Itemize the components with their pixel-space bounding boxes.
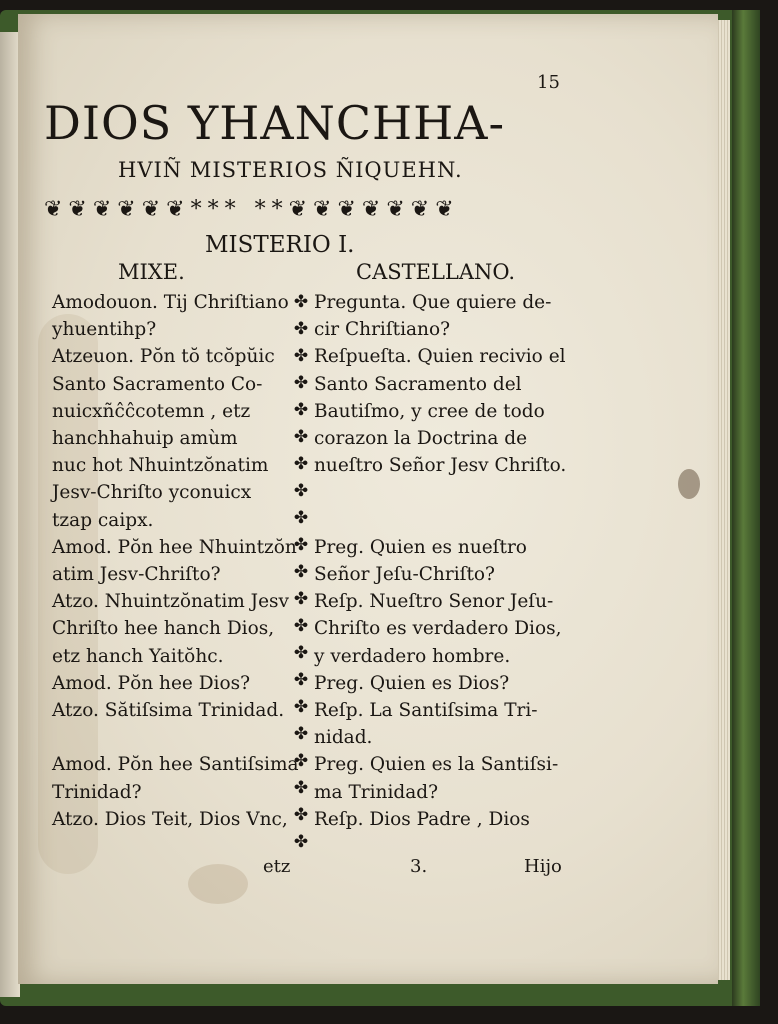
right-text-line: corazon la Doctrina de [314, 428, 528, 449]
fleuron-icon: ✤ [293, 481, 309, 501]
left-text-line: Chriſto hee hanch Dios, [52, 618, 275, 640]
fleuron-icon: ✤ [293, 616, 309, 636]
fleuron-icon: ✤ [293, 562, 309, 582]
fleuron-icon: ✤ [293, 535, 309, 555]
page-title: DIOS YHANCHHA- [44, 96, 506, 150]
left-text-line: Amod. Pŏn hee Santiſsima [52, 754, 299, 776]
fleuron-icon: ✤ [293, 778, 309, 798]
fleuron-icon: ✤ [293, 805, 309, 825]
left-text-line: Trinidad? [52, 781, 142, 803]
left-text-line: tzap caipx. [52, 509, 154, 531]
fleuron-icon: ✤ [293, 670, 309, 690]
right-text-line: Reſp. Nueſtro Senor Jeſu- [314, 591, 554, 613]
left-text-line: atim Jesv-Chriſto? [52, 564, 221, 585]
right-text-line: Preg. Quien es nueſtro [314, 536, 527, 558]
left-text-line: Atzo. Nhuintzŏnatim Jesv [52, 591, 289, 613]
right-text-line: y verdadero hombre. [314, 645, 511, 667]
right-text-line: ma Trinidad? [314, 781, 439, 803]
left-text-line: Amod. Pŏn hee Dios? [52, 672, 251, 694]
fleuron-icon: ✤ [293, 319, 309, 339]
right-text-line: Señor Jeſu-Chriſto? [314, 564, 495, 585]
left-text-line: nuc hot Nhuintzŏnatim [52, 455, 269, 477]
left-text-line: Amod. Pŏn hee Nhuintzŏn [52, 536, 297, 558]
fleuron-icon: ✤ [293, 427, 309, 447]
right-text-line: nueſtro Señor Jesv Chriſto. [314, 455, 567, 477]
fleuron-icon: ✤ [293, 643, 309, 663]
page-number: 15 [537, 72, 560, 93]
right-text-line: Reſp. Dios Padre , Dios [314, 808, 530, 830]
fleuron-icon: ✤ [293, 373, 309, 393]
fleuron-icon: ✤ [293, 589, 309, 609]
fleuron-icon: ✤ [293, 697, 309, 717]
fleuron-icon: ✤ [293, 832, 309, 852]
left-text-line: yhuentihp? [52, 319, 157, 341]
catchword-right: Hijo [524, 856, 562, 877]
signature-mark: 3. [410, 856, 428, 877]
column-heading-right: CASTELLANO. [356, 260, 516, 284]
column-heading-left: MIXE. [118, 260, 185, 284]
left-text-line: Jesv-Chriſto yconuicx [52, 482, 252, 504]
left-text-line: etz hanch Yaitŏhc. [52, 645, 224, 667]
ornament-band [44, 196, 570, 222]
ornament-text: ❦❦❦❦❦❦*** **❦❦❦❦❦❦❦ [44, 196, 460, 222]
right-text-line: nidad. [314, 727, 373, 749]
right-text-line: Bautiſmo, y cree de todo [314, 400, 545, 422]
left-text-line: Atzo. Sătiſsima Trinidad. [52, 700, 285, 721]
section-heading: MISTERIO I. [205, 232, 355, 258]
left-text-line: Amodouon. Tij Chriſtiano [52, 292, 289, 313]
fleuron-icon: ✤ [293, 724, 309, 744]
cover-edge [732, 10, 760, 1006]
stain [188, 864, 248, 904]
fleuron-icon: ✤ [293, 508, 309, 528]
fleuron-icon: ✤ [293, 454, 309, 474]
right-text-line: Reſpueſta. Quien recivio el [314, 346, 566, 368]
fleuron-icon: ✤ [293, 751, 309, 771]
fleuron-icon: ✤ [293, 292, 309, 312]
left-text-line: hanchhahuip amùm [52, 428, 238, 449]
left-text-line: Atzo. Dios Teit, Dios Vnc, [52, 808, 288, 830]
left-text-line: Santo Sacramento Co- [52, 373, 263, 395]
fleuron-icon: ✤ [293, 346, 309, 366]
right-text-line: Preg. Quien es Dios? [314, 672, 510, 694]
right-text-line: Preg. Quien es la Santiſsi- [314, 754, 559, 776]
right-text-line: Chriſto es verdadero Dios, [314, 618, 562, 640]
fleuron-icon: ✤ [293, 400, 309, 420]
right-text-line: Reſp. La Santiſsima Tri- [314, 700, 538, 721]
right-text-line: cir Chriſtiano? [314, 319, 451, 341]
left-text-line: nuicxñĉĉcotemn , etz [52, 400, 251, 422]
page-block-edge [716, 20, 730, 980]
left-text-line: Atzeuon. Pŏn tŏ tcŏpŭic [52, 346, 275, 368]
right-text-line: Santo Sacramento del [314, 373, 522, 395]
page-subtitle: HVIÑ MISTERIOS ÑIQUEHN. [118, 158, 463, 182]
catchword-left: etz [263, 856, 291, 877]
right-text-line: Pregunta. Que quiere de- [314, 292, 552, 313]
ink-blot [678, 469, 700, 499]
left-page-edge [0, 32, 20, 997]
